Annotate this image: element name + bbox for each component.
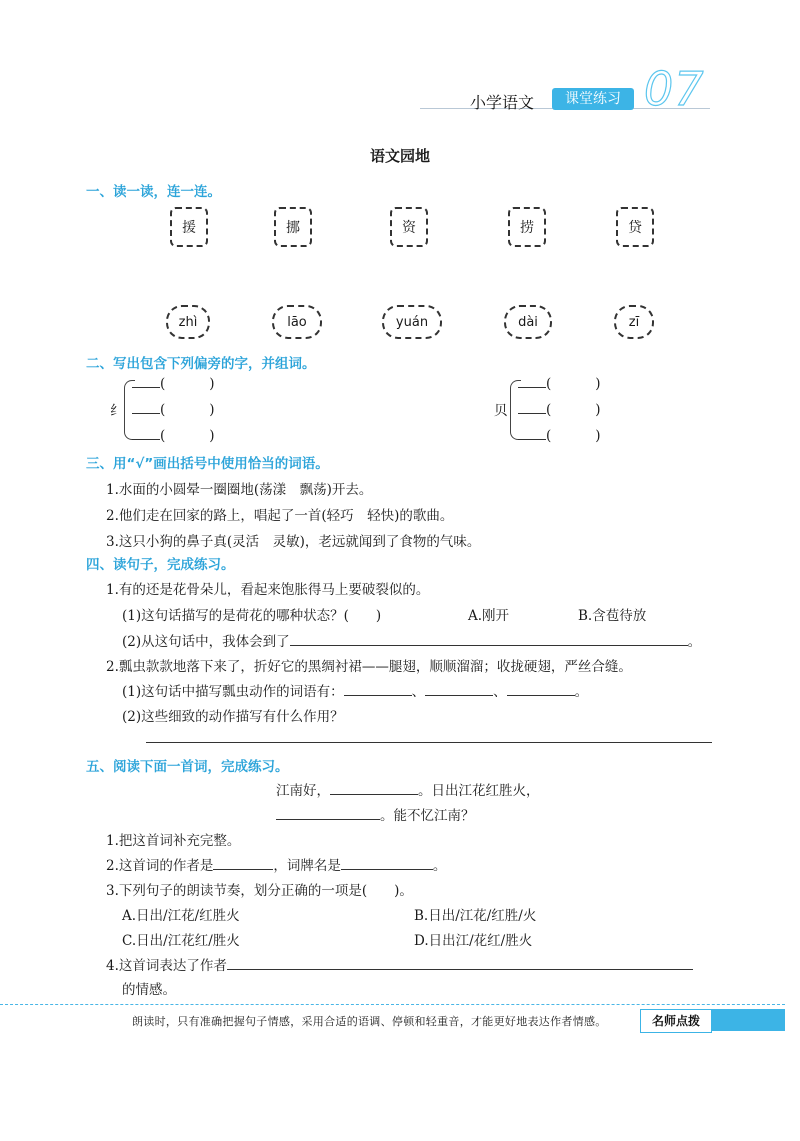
blank-row-right-3[interactable]: ( ) [518, 425, 601, 444]
footer-tag: 名师点拨 [640, 1009, 712, 1033]
blank-row-right-1[interactable]: ( ) [518, 373, 601, 392]
pinyin-box-3[interactable]: yuán [382, 305, 442, 339]
pinyin-box-5[interactable]: zī [614, 305, 654, 339]
s3-item-2[interactable]: 2.他们走在回家的路上，唱起了一首(轻巧 轻快)的歌曲。 [106, 508, 454, 524]
s5-q4-end: 的情感。 [122, 982, 176, 998]
s4-q1-1[interactable]: (1)这句话描写的是荷花的哪种状态？( ) [122, 608, 382, 624]
blank-row-right-2[interactable]: ( ) [518, 399, 601, 418]
s4-q1: 1.有的还是花骨朵儿，看起来饱胀得马上要破裂似的。 [106, 582, 430, 598]
s3-item-1[interactable]: 1.水面的小圆晕一圈圈地(荡漾 飘荡)开去。 [106, 482, 373, 498]
header-subject: 小学语文 [470, 93, 535, 112]
blank-row-left-1[interactable]: ( ) [132, 373, 215, 392]
char-box-3[interactable]: 资 [390, 207, 428, 247]
s5-q3[interactable]: 3.下列句子的朗读节奏，划分正确的一项是( )。 [106, 883, 413, 899]
poem-line-2[interactable]: 。能不忆江南？ [276, 804, 475, 824]
pinyin-box-4[interactable]: dài [504, 305, 552, 339]
char-box-5[interactable]: 贷 [616, 207, 654, 247]
pinyin-box-1[interactable]: zhì [166, 305, 210, 339]
section-5-heading: 五、阅读下面一首词，完成练习。 [86, 759, 289, 775]
s5-q3-option-b[interactable]: B.日出/江花/红胜/火 [414, 908, 537, 924]
section-4-heading: 四、读句子，完成练习。 [86, 557, 235, 573]
s5-q4[interactable]: 4.这首词表达了作者 [106, 954, 693, 974]
blank-row-left-2[interactable]: ( ) [132, 399, 215, 418]
header-number: 07 [644, 62, 705, 116]
page-title: 语文园地 [369, 147, 430, 165]
s3-item-3[interactable]: 3.这只小狗的鼻子真(灵活 灵敏)，老远就闻到了食物的气味。 [106, 534, 481, 550]
s5-q3-option-d[interactable]: D.日出江/花红/胜火 [414, 933, 533, 949]
char-box-1[interactable]: 援 [170, 207, 208, 247]
section-3-heading: 三、用“√”画出括号中使用恰当的词语。 [86, 456, 329, 472]
s4-q2-2: (2)这些细致的动作描写有什么作用？ [122, 709, 344, 725]
footer-divider [0, 1004, 785, 1005]
s5-q3-option-c[interactable]: C.日出/江花红/胜火 [122, 933, 240, 949]
char-box-2[interactable]: 挪 [274, 207, 312, 247]
s5-q2[interactable]: 2.这首词的作者是 ，词牌名是 。 [106, 854, 446, 874]
s4-q1-1-option-b[interactable]: B.含苞待放 [578, 608, 647, 624]
s4-q1-1-option-a[interactable]: A.刚开 [468, 608, 510, 624]
header-badge: 课堂练习 [552, 88, 634, 110]
blank-row-left-3[interactable]: ( ) [132, 425, 215, 444]
section-1-heading: 一、读一读，连一连。 [86, 184, 221, 200]
s4-q1-2[interactable]: (2)从这句话中，我体会到了 。 [122, 630, 701, 650]
radical-left: 纟 [110, 403, 124, 419]
radical-right: 贝 [494, 403, 508, 419]
char-box-4[interactable]: 捞 [508, 207, 546, 247]
s5-q1: 1.把这首词补充完整。 [106, 833, 241, 849]
pinyin-box-2[interactable]: lāo [272, 305, 322, 339]
footer-tip-text: 朗读时，只有准确把握句子情感，采用合适的语调、停顿和轻重音，才能更好地表达作者情感。 [132, 1015, 607, 1028]
section-2-heading: 二、写出包含下列偏旁的字，并组词。 [86, 356, 316, 372]
s4-q2: 2.瓢虫款款地落下来了，折好它的黑绸衬裙——腿翅，顺顺溜溜；收拢硬翅，严丝合缝。 [106, 659, 632, 675]
poem-line-1[interactable]: 江南好， 。日出江花红胜火， [276, 779, 540, 799]
s5-q3-option-a[interactable]: A.日出/江花/红胜火 [122, 908, 240, 924]
s4-answer-line[interactable] [146, 742, 712, 743]
s4-q2-1[interactable]: (1)这句话中描写瓢虫动作的词语有： 、 、 。 [122, 680, 588, 700]
